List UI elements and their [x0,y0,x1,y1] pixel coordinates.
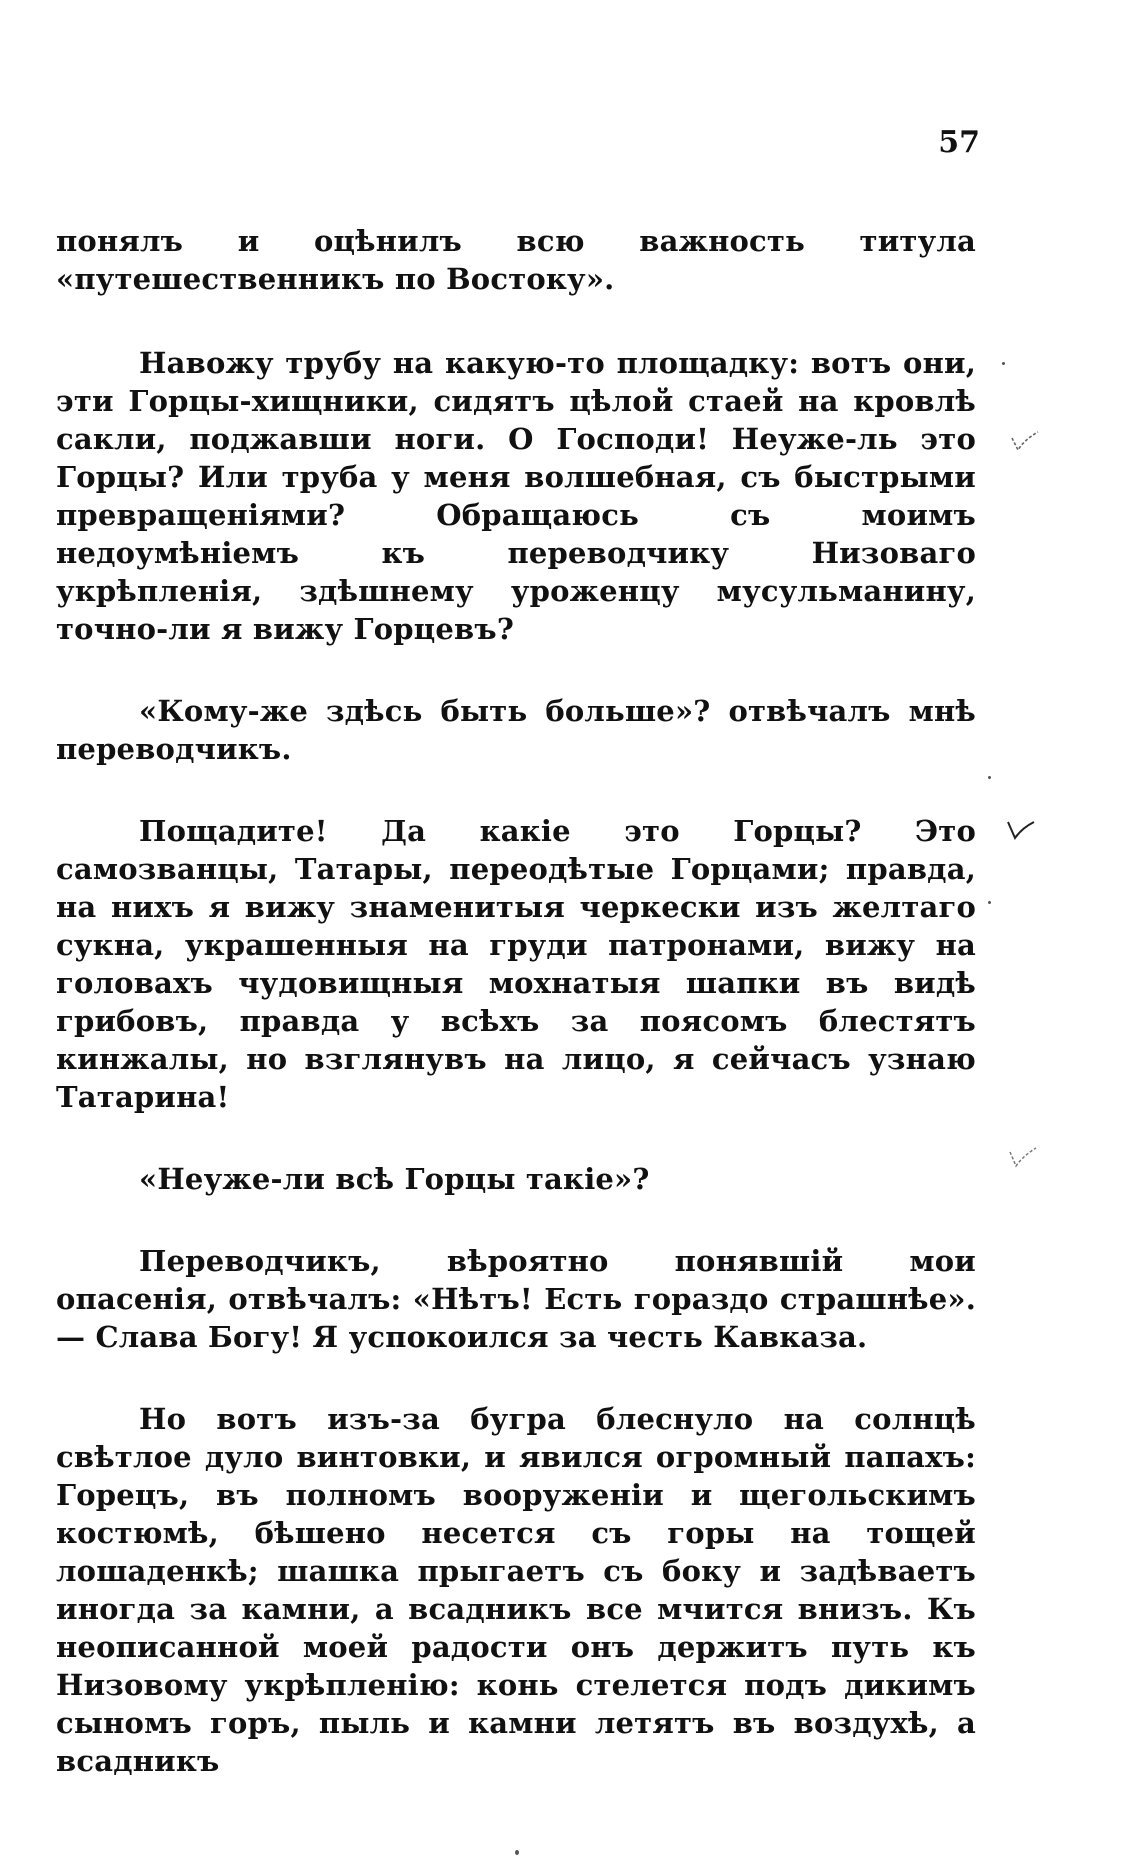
check-mark-icon [1006,818,1036,842]
paragraph: Навожу трубу на какую-то площадку: вотъ они, эти Горцы-хищники, сидятъ цѣлой стаей на кровлѣ сакли, поджавши ноги. О Господи! Неуже-ль это Горцы? Или труба у меня волшебная, съ быстрыми превращеніями? Обращаюсь съ моимъ недоумѣніемъ къ переводчику Низоваго укрѣпленія, здѣшнему уроженцу мусульманину, точно-ли я вижу Горцевъ? [56,346,976,646]
paragraph: «Неуже-ли всѣ Горцы такіе»? [139,1162,650,1196]
text-body [56,222,976,1824]
ink-speck [1002,362,1005,365]
ink-speck [988,776,991,779]
paragraph: Переводчикъ, вѣроятно понявшій мои опасенія, отвѣчалъ: «Нѣтъ! Есть гораздо страшнѣе». — Слава Богу! Я успокоился за честь Кавказа. [56,1244,976,1354]
ink-speck [515,1850,519,1855]
ink-speck [988,901,991,904]
paragraph: «Кому-же здѣсь быть больше»? отвѣчалъ мнѣ переводчикъ. [56,694,976,766]
paragraph: Пощадите! Да какіе это Горцы? Это самозванцы, Татары, переодѣтые Горцами; правда, на нихъ я вижу знаменитыя черкески изъ желтаго сукна, украшенныя на груди патронами, вижу на головахъ чудовищныя мохнатыя шапки въ видѣ грибовъ, правда у всѣхъ за поясомъ блестятъ кинжалы, но взглянувъ на лицо, я сейчасъ узнаю Татарина! [56,814,976,1114]
paragraph: понялъ и оцѣнилъ всю важность титула «путешественникъ по Востоку». [56,224,976,296]
page-number: 57 [938,125,980,160]
paragraph: Но вотъ изъ-за бугра блеснуло на солнцѣ свѣтлое дуло винтовки, и явился огромный папахъ: Горецъ, въ полномъ вооруженіи и щегольскимъ костюмѣ, бѣшено несется съ горы на тощей лошаденкѣ; шашка прыгаетъ съ боку и задѣваетъ иногда за камни, а всадникъ все мчится внизъ. Къ неописанной моей радости онъ держитъ путь къ Низовому укрѣпленію: конь стелется подъ дикимъ сыномъ горъ, пыль и камни летятъ въ воздухѣ, а всадникъ [56,1402,976,1778]
check-mark-icon [1010,430,1040,454]
check-mark-icon [1008,1146,1038,1170]
